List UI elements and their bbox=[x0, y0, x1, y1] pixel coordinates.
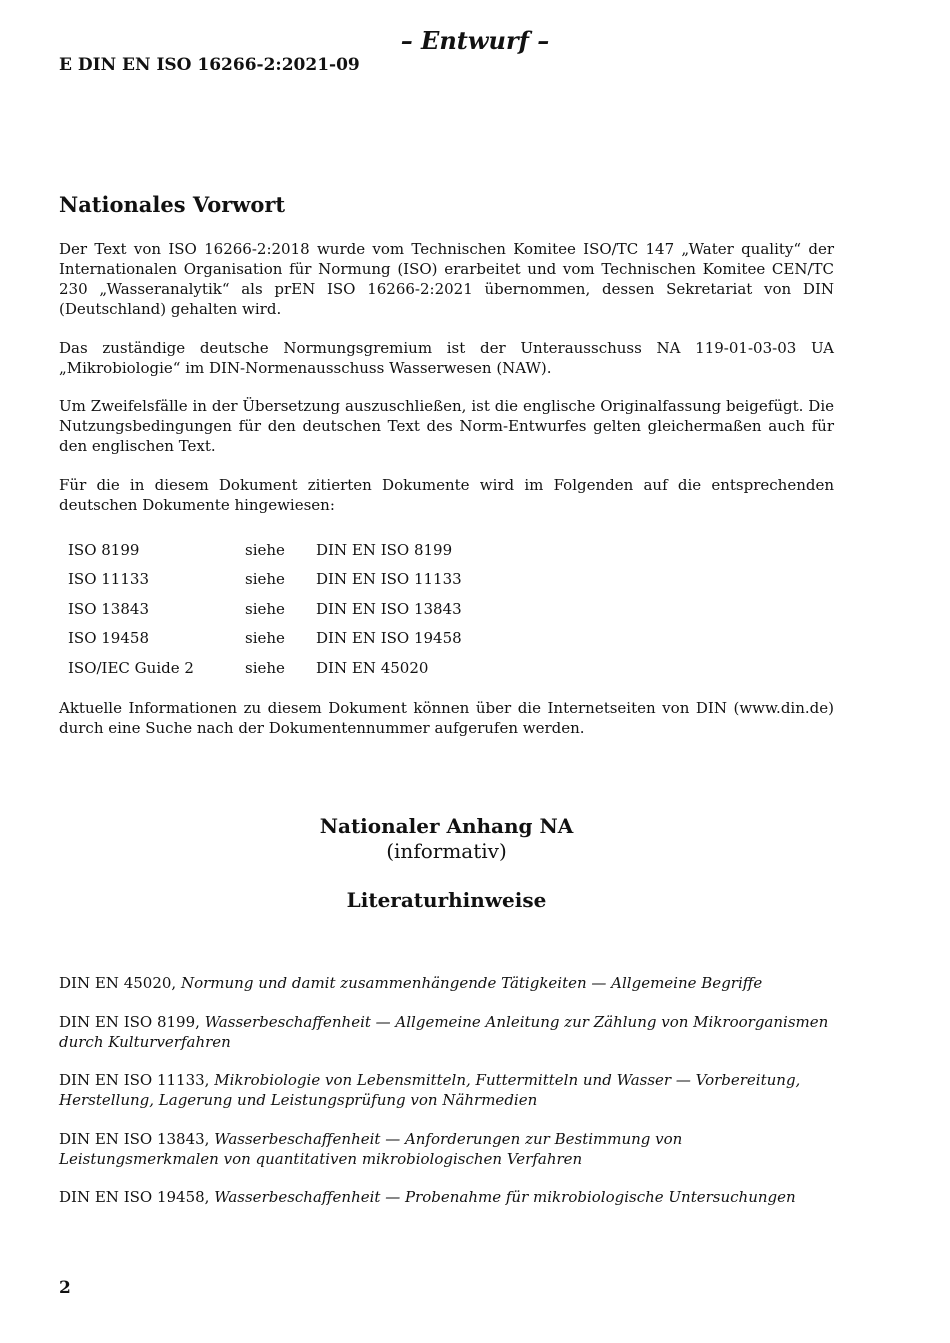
table-row bbox=[59, 535, 462, 565]
ref-target: DIN EN ISO 11133 bbox=[316, 570, 462, 589]
ref-see: siehe bbox=[245, 629, 285, 648]
table-row bbox=[59, 594, 462, 624]
reference-table bbox=[59, 535, 462, 683]
table-row bbox=[59, 624, 462, 654]
draft-label: – Entwurf – bbox=[400, 26, 550, 55]
literature-id: DIN EN ISO 11133, bbox=[59, 1071, 210, 1089]
ref-target: DIN EN ISO 8199 bbox=[316, 540, 453, 559]
literature-title-text: Wasserbeschaffenheit — Probenahme für mikrobiologische Untersuchungen bbox=[214, 1188, 796, 1206]
literature-item bbox=[59, 973, 839, 993]
paragraph-4: Für die in diesem Dokument zitierten Dokumente wird im Folgenden auf die entsprechenden deutschen Dokumente hingewiesen: bbox=[59, 476, 834, 514]
literature-item bbox=[59, 1187, 839, 1207]
ref-source: ISO/IEC Guide 2 bbox=[68, 658, 194, 677]
closing-paragraph: Aktuelle Informationen zu diesem Dokument können über die Internetseiten von DIN (www.din.de) durch eine Suche nach der Dokumentennummer aufgerufen werden. bbox=[59, 699, 834, 737]
annex-subtitle: (informativ) bbox=[386, 839, 507, 863]
paragraph-3: Um Zweifelsfälle in der Übersetzung auszuschließen, ist die englische Originalfassung beigefügt. Die Nutzungsbedingungen für den deutschen Text des Norm-Entwurfes gelten gleichermaßen auch für den englischen Text. bbox=[59, 397, 834, 455]
ref-source: ISO 13843 bbox=[68, 599, 149, 618]
literature-id: DIN EN ISO 8199, bbox=[59, 1013, 200, 1031]
ref-target: DIN EN 45020 bbox=[316, 658, 429, 677]
literature-title-text: Wasserbeschaffenheit — Anforderungen zur Bestimmung von Leistungsmerkmalen von quantitativen mikrobiologischen Verfahren bbox=[59, 1130, 683, 1168]
literature-item bbox=[59, 1070, 839, 1110]
ref-see: siehe bbox=[245, 540, 285, 559]
paragraph-2: Das zuständige deutsche Normungsgremium ist der Unterausschuss NA 119-01-03-03 UA „Mikrobiologie“ im DIN-Normenausschuss Wasserwesen (NAW). bbox=[59, 339, 834, 377]
table-row bbox=[59, 653, 462, 683]
section-title-vorwort: Nationales Vorwort bbox=[59, 192, 286, 217]
literature-item bbox=[59, 1129, 839, 1169]
ref-see: siehe bbox=[245, 570, 285, 589]
literature-title: Literaturhinweise bbox=[346, 888, 547, 912]
literature-id: DIN EN ISO 19458, bbox=[59, 1188, 210, 1206]
literature-id: DIN EN 45020, bbox=[59, 974, 177, 992]
annex-title: Nationaler Anhang NA bbox=[319, 814, 574, 838]
ref-see: siehe bbox=[245, 658, 285, 677]
ref-source: ISO 19458 bbox=[68, 629, 149, 648]
literature-item bbox=[59, 1012, 839, 1052]
ref-source: ISO 8199 bbox=[68, 540, 140, 559]
literature-title-text: Normung und damit zusammenhängende Tätigkeiten — Allgemeine Begriffe bbox=[180, 974, 763, 992]
paragraph-1: Der Text von ISO 16266-2:2018 wurde vom Technischen Komitee ISO/TC 147 „Water quality“ der Internationalen Organisation für Normung (ISO) erarbeitet und vom Technischen Komitee CEN/TC 230 „Wasseranalytik“ als prEN ISO 16266-2:2021 übernommen, dessen Sekretariat von DIN (Deutschland) gehalten wird. bbox=[59, 240, 834, 318]
page-number: 2 bbox=[59, 1278, 71, 1298]
table-row bbox=[59, 565, 462, 595]
ref-target: DIN EN ISO 13843 bbox=[316, 599, 462, 618]
literature-id: DIN EN ISO 13843, bbox=[59, 1130, 210, 1148]
ref-source: ISO 11133 bbox=[68, 570, 149, 589]
ref-target: DIN EN ISO 19458 bbox=[316, 629, 462, 648]
document-id: E DIN EN ISO 16266-2:2021-09 bbox=[59, 55, 360, 75]
literature-title-text: Mikrobiologie von Lebensmitteln, Futtermitteln und Wasser — Vorbereitung, Herstellung, Lagerung und Leistungsprüfung von Nährmedien bbox=[59, 1071, 801, 1109]
ref-see: siehe bbox=[245, 599, 285, 618]
literature-title-text: Wasserbeschaffenheit — Allgemeine Anleitung zur Zählung von Mikroorganismen durch Kulturverfahren bbox=[59, 1013, 829, 1051]
